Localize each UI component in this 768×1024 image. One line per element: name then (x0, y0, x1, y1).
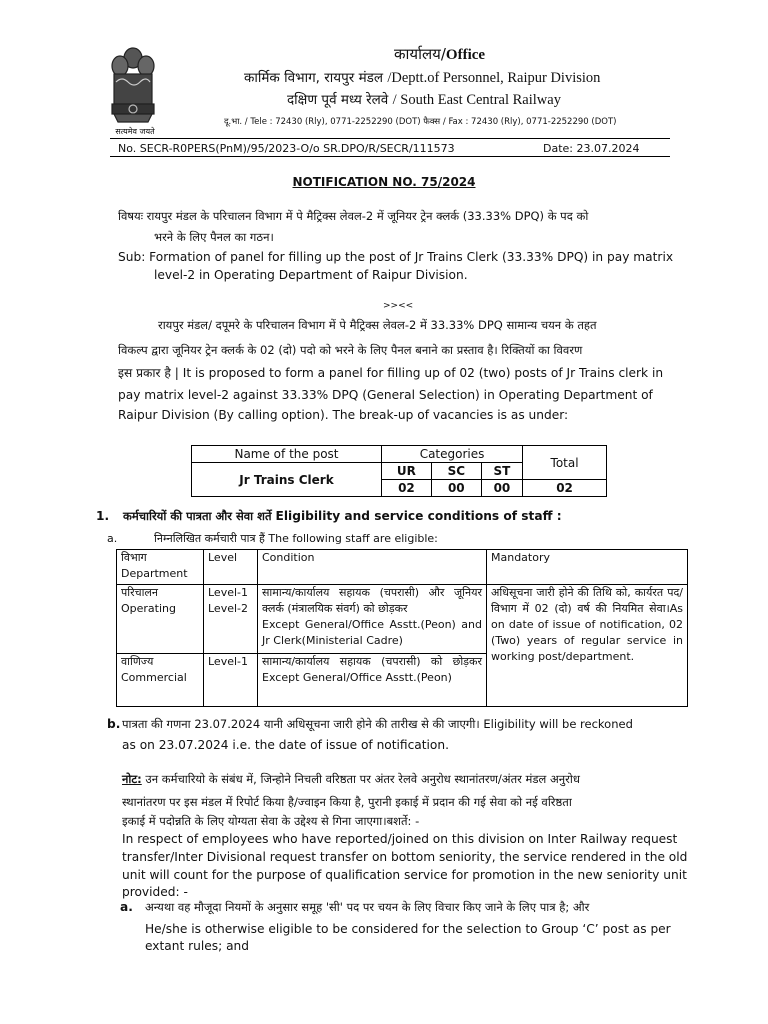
note-line-3: इकाई में पदोन्नति के लिए योग्यता सेवा के उद्देश्य से गिना जाएगा।बशर्ते: - (122, 814, 420, 828)
section-1-number: 1. (96, 509, 110, 523)
elig-row-1-department: परिचालन Operating (117, 585, 204, 654)
intro-line-2: विकल्प द्वारा जूनियर ट्रेन क्लर्क के 02 (दो) पदो को भरने के लिए पैनल बनाने का प्रस्ताव है। रिक्तियों का विवरण (118, 343, 583, 357)
elig-header-mandatory: Mandatory (487, 550, 688, 585)
clause-a-text: निम्नलिखित कर्मचारी पात्र हैं The following staff are eligible: (154, 532, 438, 545)
elig-row-1-condition: सामान्य/कार्यालय सहायक (चपरासी) और जूनियर क्लर्क (मंत्रालयिक संवर्ग) को छोड़कर Except General/Office Asstt.(Peon) and Jr Clerk(Ministerial Cadre) (258, 585, 487, 654)
vacancy-sc-value: 00 (431, 480, 481, 497)
vacancy-header-post: Name of the post (192, 446, 382, 463)
note-line-2: स्थानांतरण पर इस मंडल में रिपोर्ट किया है/ज्वाइन किया है, पुरानी इकाई में प्रदान की गई सेवा को नई वरिष्ठता (122, 795, 572, 809)
elig-header-condition: Condition (258, 550, 487, 585)
separator: >><< (383, 301, 414, 311)
note-english-line-3: unit will count for the purpose of qualification service for promotion in the new seniority unit (122, 868, 687, 882)
section-1-heading: कर्मचारियों की पात्रता और सेवा शर्ते Eligibility and service conditions of staff : (123, 509, 562, 523)
intro-line-5: Raipur Division (By calling option). The break-up of vacancies is as under: (118, 408, 569, 422)
national-emblem-icon (108, 44, 158, 136)
contact-line: दू.भा. / Tele : 72430 (Rly), 0771-2252290 (DOT) फैक्स / Fax : 72430 (Rly), 0771-2252290 (DOT) (224, 117, 617, 127)
intro-line-4: pay matrix level-2 against 33.33% DPQ (General Selection) in Operating Department of (118, 388, 653, 402)
vacancy-table (191, 445, 607, 497)
intro-line-1: रायपुर मंडल/ दपूमरे के परिचालन विभाग में पे मैट्रिक्स लेवल-2 में 33.33% DPQ सामान्य चयन के तहत (158, 318, 597, 332)
header-rule-top (110, 138, 670, 139)
proviso-a-line-1: अन्यथा वह मौजूदा नियमों के अनुसार समूह 'सी' पद पर चयन के लिए विचार किए जाने के लिए पात्र है; और (145, 900, 590, 914)
vacancy-ur-value: 02 (381, 480, 431, 497)
vacancy-post-name: Jr Trains Clerk (192, 463, 382, 497)
office-heading: कार्यालय/Office (394, 45, 486, 63)
elig-row-2-department: वाणिज्य Commercial (117, 654, 204, 707)
elig-row-1-level: Level-1 Level-2 (204, 585, 258, 654)
eligibility-table (116, 549, 688, 707)
vacancy-st-value: 00 (481, 480, 522, 497)
note-line-1: नोट: उन कर्मचारियो के संबंध में, जिन्होने निचली वरिष्ठता पर अंतर रेलवे अनुरोध स्थानांतरण/अंतर मंडल अनुरोध (122, 772, 580, 786)
vacancy-header-total: Total (523, 446, 607, 480)
clause-a-label: a. (107, 532, 118, 545)
department-heading: कार्मिक विभाग, रायपुर मंडल /Deptt.of Personnel, Raipur Division (244, 70, 601, 86)
reference-number: No. SECR-R0PERS(PnM)/95/2023-O/o SR.DPO/R/SECR/111573 (118, 142, 455, 155)
vacancy-cat-st: ST (481, 463, 522, 480)
elig-mandatory-cell: अधिसूचना जारी होने की तिथि को, कार्यरत पद/विभाग में 02 (दो) वर्ष की नियमित सेवा।As on date of issue of notification, 02 (Two) years of regular service in working post/department. (487, 585, 688, 707)
clause-b-line-2: as on 23.07.2024 i.e. the date of issue of notification. (122, 738, 449, 752)
proviso-a-line-2: He/she is otherwise eligible to be considered for the selection to Group ‘C’ post as per (145, 922, 671, 936)
elig-row-2-level: Level-1 (204, 654, 258, 707)
elig-header-level: Level (204, 550, 258, 585)
subject-hindi-line-2: भरने के लिए पैनल का गठन। (154, 230, 274, 244)
clause-b-label: b. (107, 717, 121, 731)
note-english-line-2: transfer/Inter Divisional request transfer on bottom seniority, the service rendered in the old (122, 850, 688, 864)
elig-header-department: विभाग Department (117, 550, 204, 585)
subject-english-line-1: Sub: Formation of panel for filling up the post of Jr Trains Clerk (33.33% DPQ) in pay matrix (118, 250, 674, 264)
note-english-line-4: provided: - (122, 885, 188, 899)
clause-b-line-1: पात्रता की गणना 23.07.2024 यानी अधिसूचना जारी होने की तारीख से की जाएगी। Eligibility will be reckoned (122, 717, 633, 731)
vacancy-header-categories: Categories (381, 446, 522, 463)
intro-line-3: इस प्रकार है | It is proposed to form a panel for filling up of 02 (two) posts of Jr Trains clerk in (118, 366, 664, 380)
proviso-a-line-3: extant rules; and (145, 939, 249, 953)
subject-hindi-line-1: विषयः रायपुर मंडल के परिचालन विभाग में पे मैट्रिक्स लेवल-2 में जूनियर ट्रेन क्लर्क (33.33% DPQ) के पद को (118, 209, 589, 223)
vacancy-total-value: 02 (523, 480, 607, 497)
proviso-a-label: a. (120, 900, 133, 914)
vacancy-cat-sc: SC (431, 463, 481, 480)
note-english-line-1: In respect of employees who have reported/joined on this division on Inter Railway request (122, 832, 678, 846)
railway-heading: दक्षिण पूर्व मध्य रेलवे / South East Central Railway (287, 92, 561, 108)
emblem-motto: सत्यमेव जयते (115, 127, 155, 136)
vacancy-cat-ur: UR (381, 463, 431, 480)
subject-english-line-2: level-2 in Operating Department of Raipur Division. (154, 268, 468, 282)
elig-row-2-condition: सामान्य/कार्यालय सहायक (चपरासी) को छोड़कर Except General/Office Asstt.(Peon) (258, 654, 487, 707)
notification-title: NOTIFICATION NO. 75/2024 (292, 175, 476, 189)
header-rule-bottom (110, 156, 670, 157)
reference-date: Date: 23.07.2024 (543, 142, 640, 155)
